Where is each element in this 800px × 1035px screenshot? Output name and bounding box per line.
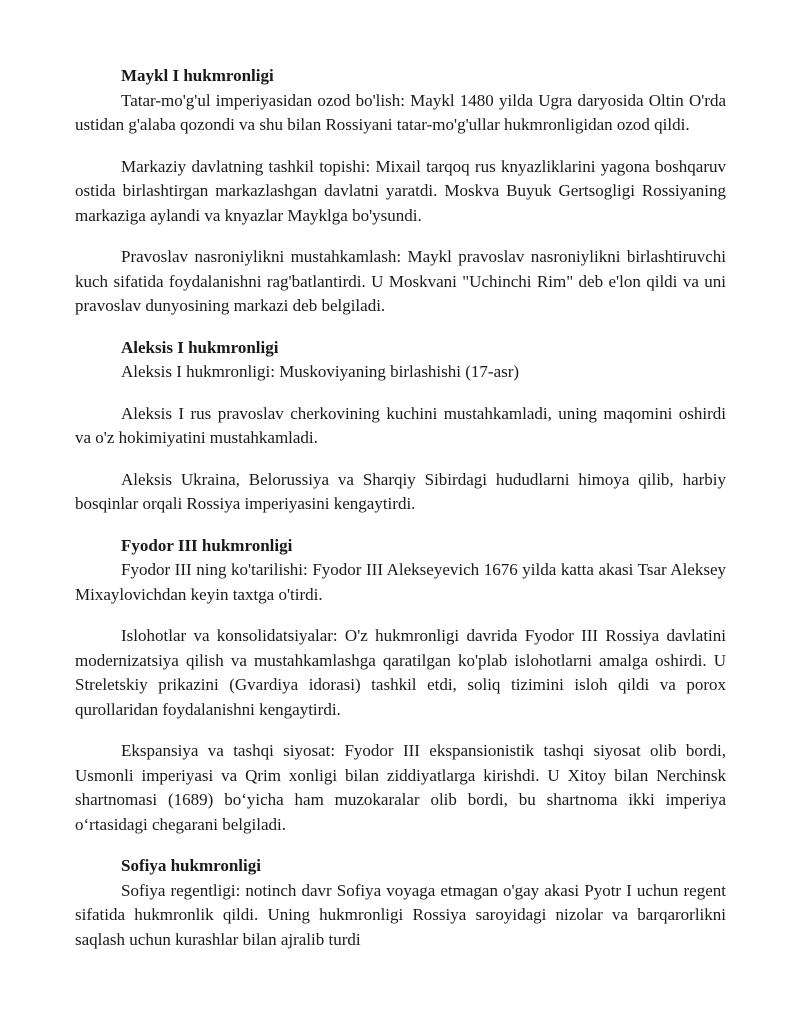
section-maykl xyxy=(75,64,726,319)
paragraph: Aleksis I rus pravoslav cherkovining kuchini mustahkamladi, uning maqomini oshirdi va o'z hokimiyatini mustahkamladi. xyxy=(75,403,726,447)
section-heading: Fyodor III hukmronligi xyxy=(121,535,293,555)
paragraph: Tatar-mo'g'ul imperiyasidan ozod bo'lish: Maykl 1480 yilda Ugra daryosida Oltin O'rda ustidan g'alaba qozondi va shu bilan Rossiyani tatar-mo'g'ullar hukmronligidan ozod qildi. xyxy=(75,90,726,134)
paragraph: Markaziy davlatning tashkil topishi: Mixail tarqoq rus knyazliklarini yagona boshqaruv ostida birlashtirgan markazlashgan davlatni yaratdi. Moskva Buyuk Gertsogligi Rossiyaning markaziga aylandi va knyazlar Mayklga bo'ysundi. xyxy=(75,156,726,225)
section-sofiya xyxy=(75,854,726,952)
section-fyodor xyxy=(75,534,726,838)
paragraph: Sofiya regentligi: notinch davr Sofiya voyaga etmagan o'gay akasi Pyotr I uchun regent sifatida hukmronlik qildi. Uning hukmronligi Rossiya saroyidagi nizolar va barqarorlikni saqlash uchun kurashlar bilan ajralib turdi xyxy=(75,880,726,949)
section-heading: Aleksis I hukmronligi xyxy=(121,337,279,357)
section-aleksis xyxy=(75,336,726,517)
document-page xyxy=(75,64,726,969)
paragraph: Islohotlar va konsolidatsiyalar: O'z hukmronligi davrida Fyodor III Rossiya davlatini modernizatsiya qilish va mustahkamlashga qaratilgan ko'plab islohotlarni amalga oshirdi. U Streletskiy prikazini (Gvardiya idorasi) tashkil etdi, soliq tizimini isloh qildi va porox qurollaridan foydalanishni kengaytirdi. xyxy=(75,626,726,719)
paragraph: Aleksis Ukraina, Belorussiya va Sharqiy Sibirdagi hududlarni himoya qilib, harbiy bosqinlar orqali Rossiya imperiyasini kengaytirdi. xyxy=(75,469,726,513)
paragraph: Aleksis I hukmronligi: Muskoviyaning birlashishi (17-asr) xyxy=(121,362,520,381)
section-heading: Sofiya hukmronligi xyxy=(121,856,261,875)
section-heading: Maykl I hukmronligi xyxy=(121,66,274,85)
paragraph: Pravoslav nasroniylikni mustahkamlash: Maykl pravoslav nasroniylikni birlashtiruvchi kuch sifatida foydalanishni rag'batlantirdi. U Moskvani "Uchinchi Rim" deb e'lon qildi va uni pravoslav dunyosining markazi deb belgiladi. xyxy=(75,247,726,315)
paragraph: Fyodor III ning ko'tarilishi: Fyodor III Alekseyevich 1676 yilda katta akasi Tsar Aleksey Mixaylovichdan keyin taxtga o'tirdi. xyxy=(75,560,726,604)
paragraph: Ekspansiya va tashqi siyosat: Fyodor III ekspansionistik tashqi siyosat olib bordi, Usmonli imperiyasi va Qrim xonligi bilan ziddiyatlarga kirishdi. U Xitoy bilan Nerchinsk shartnomasi (1689) bo‘yicha ham muzokaralar olib bordi, bu shartnoma ikki imperiya o‘rtasidagi chegarani belgiladi. xyxy=(75,741,726,834)
